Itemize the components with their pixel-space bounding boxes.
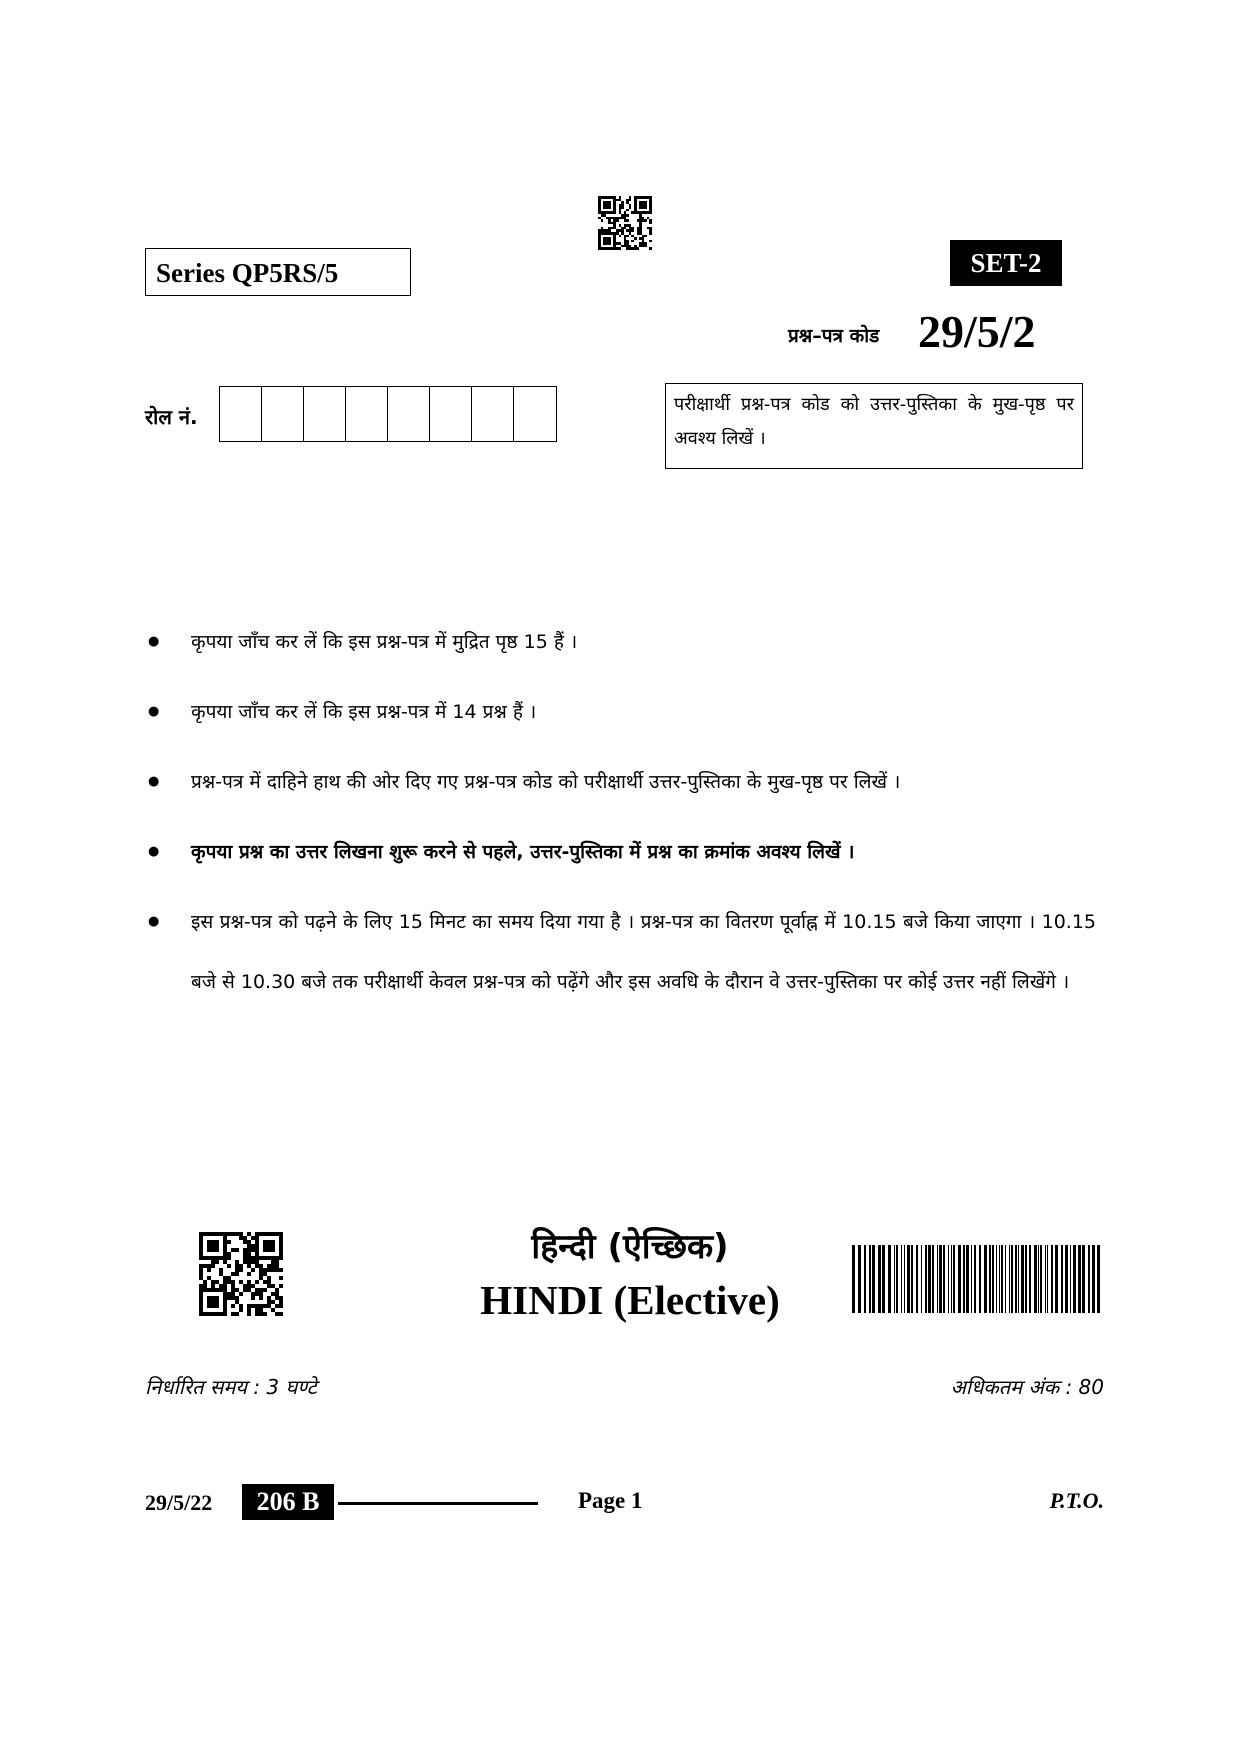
- instruction-item: ● इस प्रश्न-पत्र को पढ़ने के लिए 15 मिनट का समय दिया गया है । प्रश्न-पत्र का वितरण पूर्वाह्न में 10.15 बजे किया जाएगा । 10.15 बजे से 10.30 बजे तक परीक्षार्थी केवल प्रश्न-पत्र को पढ़ेंगे और इस अवधि के दौरान वे उत्तर-पुस्तिका पर कोई उत्तर नहीं लिखेंगे ।: [148, 892, 1096, 1012]
- roll-number-cell[interactable]: [262, 387, 304, 441]
- roll-number-label: रोल नं.: [145, 405, 198, 429]
- barcode-icon: [852, 1245, 1104, 1313]
- instruction-item: ● प्रश्न-पत्र में दाहिने हाथ की ओर दिए गए प्रश्न-पत्र कोड को परीक्षार्थी उत्तर-पुस्तिका के मुख-पृष्ठ पर लिखें ।: [148, 752, 1096, 812]
- instruction-item: ● कृपया प्रश्न का उत्तर लिखना शुरू करने से पहले, उत्तर-पुस्तिका में प्रश्न का क्रमांक अवश्य लिखें ।: [148, 822, 1096, 882]
- subject-title-english: HINDI (Elective): [480, 1277, 780, 1323]
- time-allowed: निर्धारित समय : 3 घण्टे: [145, 1375, 317, 1399]
- qr-code-top-icon: [598, 196, 652, 250]
- roll-number-cell[interactable]: [388, 387, 430, 441]
- pto-label: P.T.O.: [1049, 1488, 1104, 1513]
- roll-number-cell[interactable]: [472, 387, 514, 441]
- maximum-marks: अधिकतम अंक : 80: [950, 1375, 1104, 1399]
- roll-number-cell[interactable]: [346, 387, 388, 441]
- roll-number-cell[interactable]: [514, 387, 556, 441]
- roll-number-boxes[interactable]: [219, 386, 557, 442]
- instructions-list: [148, 612, 1096, 1022]
- footer-badge: 206 B: [242, 1484, 334, 1520]
- roll-number-cell[interactable]: [304, 387, 346, 441]
- instruction-item: ● कृपया जाँच कर लें कि इस प्रश्न-पत्र में मुद्रित पृष्ठ 15 हैं ।: [148, 612, 1096, 672]
- subject-title-hindi: हिन्दी (ऐच्छिक): [531, 1227, 729, 1267]
- roll-number-cell[interactable]: [430, 387, 472, 441]
- page-number: Page 1: [578, 1488, 643, 1513]
- instruction-item: ● कृपया जाँच कर लें कि इस प्रश्न-पत्र में 14 प्रश्न हैं ।: [148, 682, 1096, 742]
- paper-code-label: प्रश्न–पत्र कोड: [788, 325, 880, 347]
- paper-code: 29/5/2: [918, 306, 1036, 357]
- roll-number-cell[interactable]: [220, 387, 262, 441]
- set-badge: SET-2: [950, 240, 1062, 286]
- footer-code: 29/5/22: [145, 1490, 213, 1515]
- footer-rule: [338, 1502, 538, 1505]
- series-label: Series QP5RS/5: [145, 248, 411, 296]
- code-instruction-box: परीक्षार्थी प्रश्न-पत्र कोड को उत्तर-पुस्तिका के मुख-पृष्ठ पर अवश्य लिखें ।: [665, 383, 1083, 469]
- qr-code-bottom-icon: [199, 1232, 283, 1316]
